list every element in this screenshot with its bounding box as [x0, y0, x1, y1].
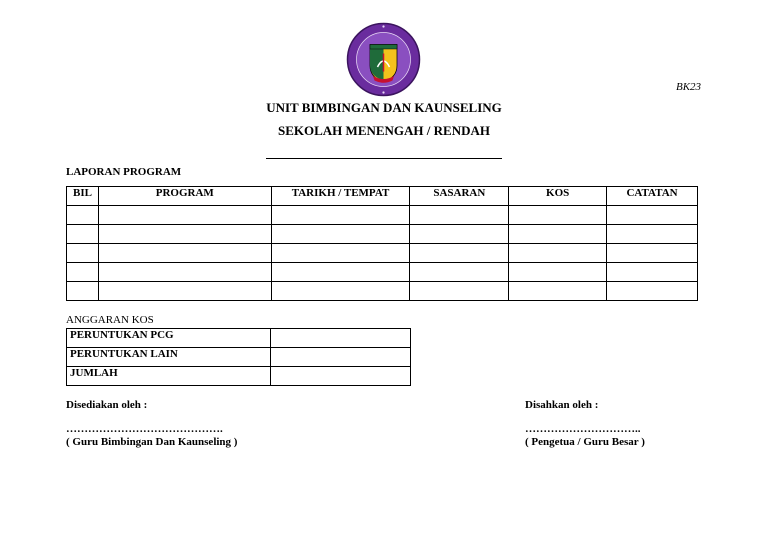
column-header-bil: BIL — [67, 187, 99, 206]
table-row — [67, 282, 698, 301]
table-cell[interactable] — [67, 206, 99, 225]
budget-row-pcg — [67, 329, 411, 348]
budget-row-other — [67, 348, 411, 367]
budget-value-pcg[interactable] — [271, 329, 411, 348]
table-cell[interactable] — [607, 263, 698, 282]
column-header-tarikh-tempat: TARIKH / TEMPAT — [271, 187, 410, 206]
table-cell[interactable] — [607, 206, 698, 225]
form-code: BK23 — [676, 81, 702, 93]
table-row — [67, 206, 698, 225]
approved-by-signature-line[interactable]: ………………………….. — [525, 423, 641, 435]
budget-label-other: PERUNTUKAN LAIN — [67, 348, 271, 367]
table-cell[interactable] — [509, 282, 607, 301]
table-row — [67, 225, 698, 244]
budget-table — [66, 328, 411, 386]
table-header-row — [67, 187, 698, 206]
table-cell[interactable] — [271, 282, 410, 301]
table-cell[interactable] — [509, 263, 607, 282]
prepared-by-signature-line[interactable]: ……………………………………. — [66, 423, 223, 435]
table-cell[interactable] — [98, 225, 271, 244]
table-cell[interactable] — [607, 282, 698, 301]
budget-label-pcg: PERUNTUKAN PCG — [67, 329, 271, 348]
table-cell[interactable] — [98, 206, 271, 225]
table-cell[interactable] — [410, 206, 509, 225]
blank-school-name-line[interactable] — [266, 158, 502, 159]
table-cell[interactable] — [410, 263, 509, 282]
program-report-table — [66, 186, 698, 301]
table-cell[interactable] — [98, 244, 271, 263]
table-cell[interactable] — [98, 263, 271, 282]
page-subtitle: SEKOLAH MENENGAH / RENDAH — [278, 123, 490, 138]
table-cell[interactable] — [509, 244, 607, 263]
table-cell[interactable] — [271, 263, 410, 282]
school-counseling-logo — [346, 22, 421, 97]
table-cell[interactable] — [410, 282, 509, 301]
column-header-catatan: CATATAN — [607, 187, 698, 206]
table-cell[interactable] — [509, 225, 607, 244]
table-cell[interactable] — [509, 206, 607, 225]
budget-section-label: ANGGARAN KOS — [66, 314, 154, 326]
table-cell[interactable] — [67, 244, 99, 263]
budget-label-total: JUMLAH — [67, 367, 271, 386]
column-header-kos: KOS — [509, 187, 607, 206]
table-cell[interactable] — [271, 206, 410, 225]
table-cell[interactable] — [98, 282, 271, 301]
table-cell[interactable] — [410, 244, 509, 263]
budget-row-total — [67, 367, 411, 386]
table-cell[interactable] — [607, 225, 698, 244]
prepared-by-role: ( Guru Bimbingan Dan Kaunseling ) — [66, 436, 238, 448]
column-header-program: PROGRAM — [98, 187, 271, 206]
prepared-by-label: Disediakan oleh : — [66, 399, 148, 411]
approved-by-label: Disahkan oleh : — [525, 399, 599, 411]
table-cell[interactable] — [67, 282, 99, 301]
table-cell[interactable] — [410, 225, 509, 244]
table-cell[interactable] — [271, 244, 410, 263]
page-title: UNIT BIMBINGAN DAN KAUNSELING — [266, 100, 502, 115]
budget-value-other[interactable] — [271, 348, 411, 367]
table-cell[interactable] — [271, 225, 410, 244]
table-row — [67, 263, 698, 282]
column-header-sasaran: SASARAN — [410, 187, 509, 206]
table-row — [67, 244, 698, 263]
table-cell[interactable] — [67, 263, 99, 282]
approved-by-role: ( Pengetua / Guru Besar ) — [525, 436, 645, 448]
table-cell[interactable] — [67, 225, 99, 244]
table-cell[interactable] — [607, 244, 698, 263]
budget-value-total[interactable] — [271, 367, 411, 386]
program-section-label: LAPORAN PROGRAM — [66, 166, 182, 178]
